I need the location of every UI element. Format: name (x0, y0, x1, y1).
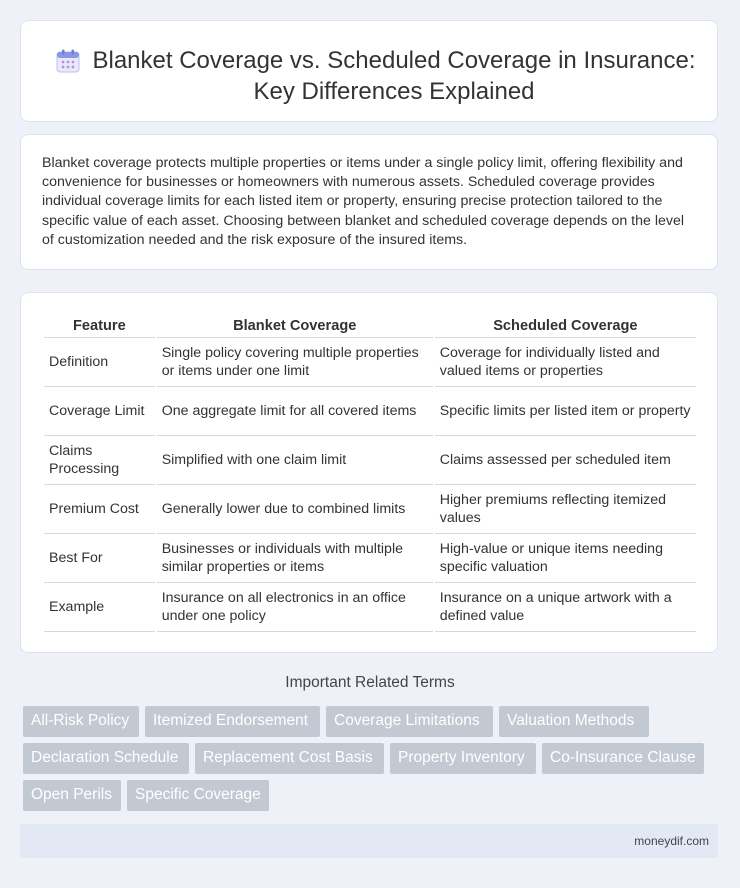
row-blanket: One aggregate limit for all covered items (157, 387, 433, 436)
title-card (20, 20, 718, 122)
row-scheduled: Coverage for individually listed and valued items or properties (435, 338, 696, 387)
row-feature: Claims Processing (44, 436, 155, 485)
table-row (44, 583, 696, 632)
row-feature: Coverage Limit (44, 387, 155, 436)
row-feature: Definition (44, 338, 155, 387)
comparison-table (42, 316, 698, 632)
row-blanket: Simplified with one claim limit (157, 436, 433, 485)
table-row (44, 534, 696, 583)
table-header-row (44, 316, 696, 338)
row-scheduled: Claims assessed per scheduled item (435, 436, 696, 485)
row-feature: Premium Cost (44, 485, 155, 534)
row-blanket: Generally lower due to combined limits (157, 485, 433, 534)
related-terms-heading: Important Related Terms (285, 674, 455, 691)
table-row (44, 387, 696, 436)
header-blanket: Blanket Coverage (157, 316, 433, 338)
related-term-tag[interactable]: Specific Coverage (127, 780, 269, 811)
page-title: Blanket Coverage vs. Scheduled Coverage in Insurance: Key Differences Explained (92, 47, 696, 105)
related-term-tag[interactable]: Open Perils (23, 780, 121, 811)
related-term-tag[interactable]: Declaration Schedule (23, 743, 189, 774)
table-row (44, 485, 696, 534)
row-blanket: Insurance on all electronics in an office under one policy (157, 583, 433, 632)
related-term-tag[interactable]: Co-Insurance Clause (542, 743, 704, 774)
table-row (44, 436, 696, 485)
row-scheduled: Specific limits per listed item or property (435, 387, 696, 436)
row-scheduled: High-value or unique items needing specific valuation (435, 534, 696, 583)
comparison-table-card (20, 292, 718, 653)
table-row (44, 338, 696, 387)
related-term-tag[interactable]: Property Inventory (390, 743, 536, 774)
row-feature: Example (44, 583, 155, 632)
related-term-tag[interactable]: Valuation Methods (499, 706, 649, 737)
row-scheduled: Higher premiums reflecting itemized values (435, 485, 696, 534)
intro-paragraph: Blanket coverage protects multiple properties or items under a single policy limit, offering flexibility and convenience for businesses or homeowners with numerous assets. Scheduled coverage provides individual coverage limits for each listed item or property, ensuring precise protection tailored to the specific value of each asset. Choosing between blanket and scheduled coverage depends on the level of customization needed and the risk exposure of the insured items. (42, 155, 685, 248)
header-feature: Feature (44, 316, 155, 338)
row-blanket: Businesses or individuals with multiple similar properties or items (157, 534, 433, 583)
header-scheduled: Scheduled Coverage (435, 316, 696, 338)
row-scheduled: Insurance on a unique artwork with a defined value (435, 583, 696, 632)
related-term-tag[interactable]: Coverage Limitations (326, 706, 493, 737)
row-blanket: Single policy covering multiple properties or items under one limit (157, 338, 433, 387)
row-feature: Best For (44, 534, 155, 583)
footer-site-name[interactable]: moneydif.com (634, 834, 709, 848)
related-term-tag[interactable]: All-Risk Policy (23, 706, 139, 737)
intro-card (20, 134, 718, 270)
related-term-tag[interactable]: Replacement Cost Basis (195, 743, 384, 774)
related-term-tag[interactable]: Itemized Endorsement (145, 706, 320, 737)
footer-bar (20, 824, 718, 858)
calendar-icon (56, 49, 80, 78)
